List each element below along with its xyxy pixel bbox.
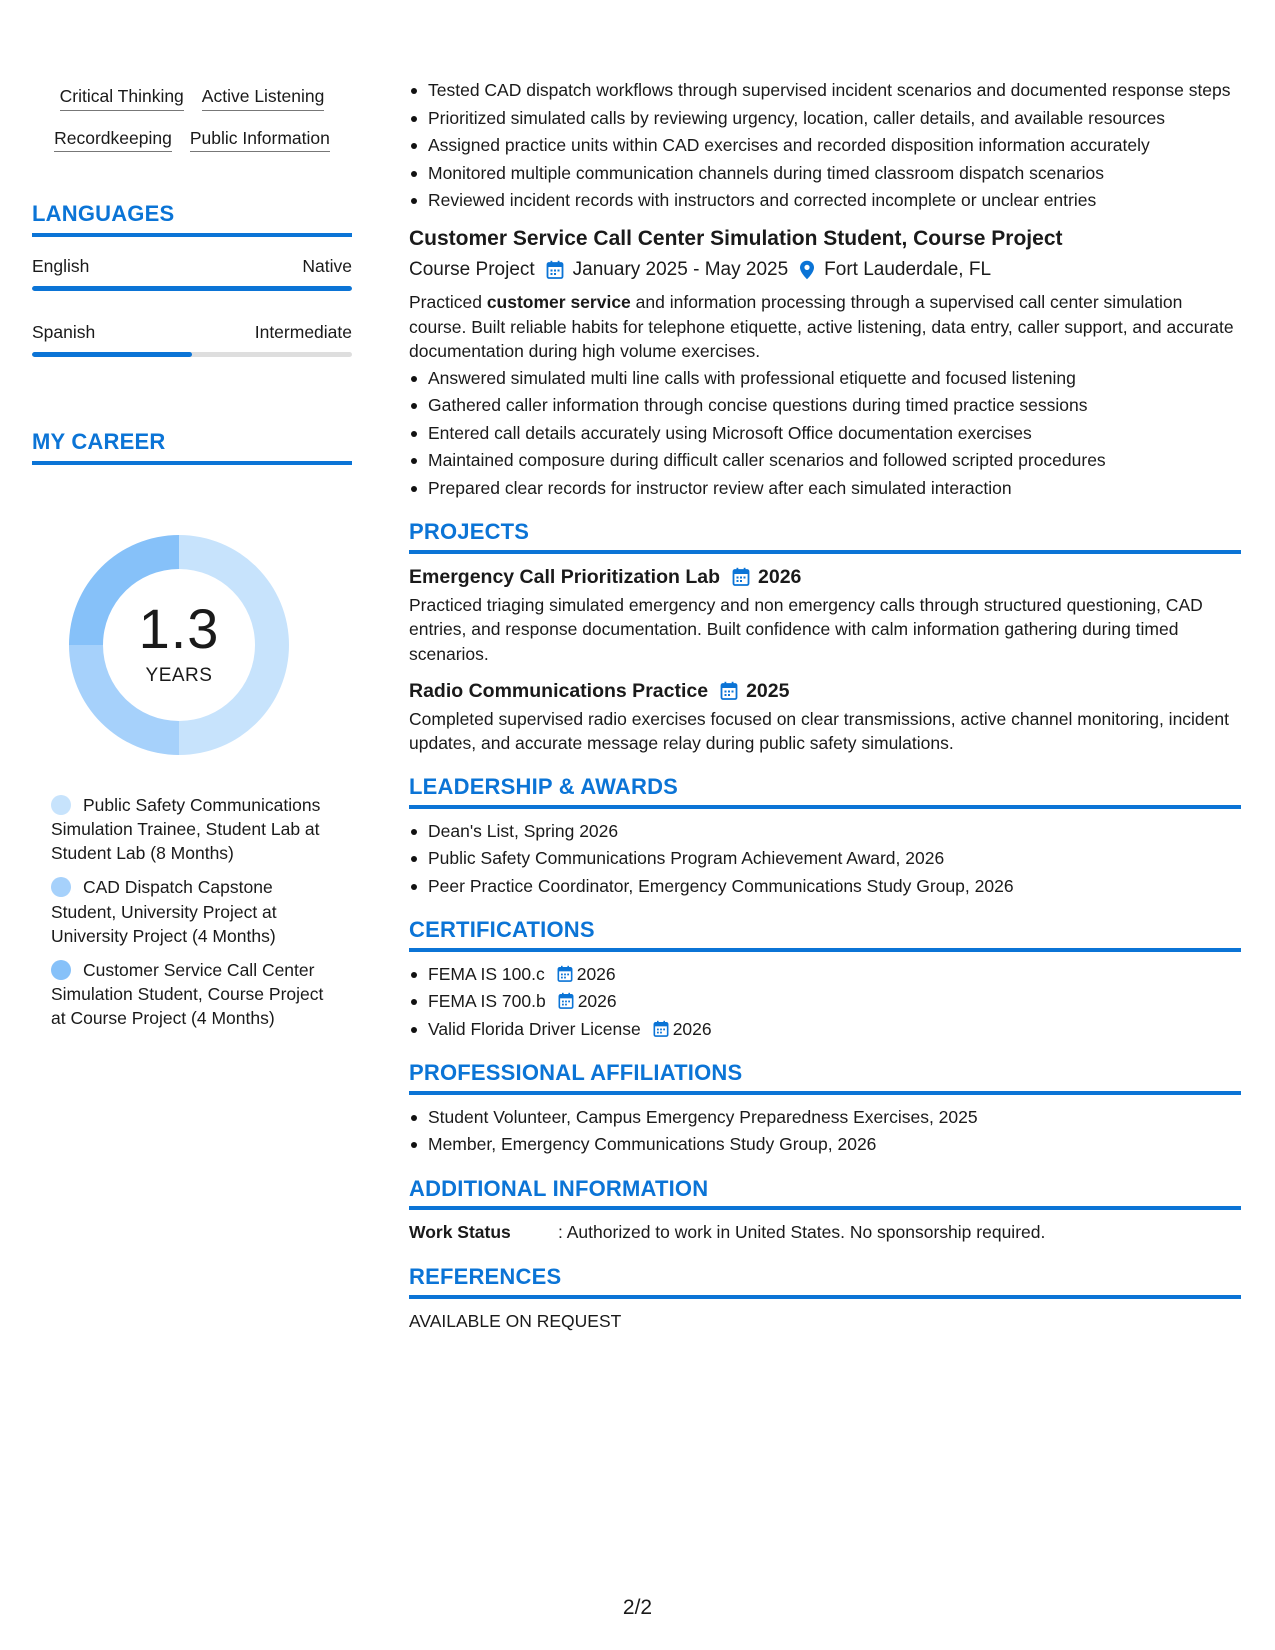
job-summary: Practiced customer service and information processing through a supervised call center simulation course. Built reliable habits for telephone etiquette, active listening, data entry, caller support, and accurate documentation during high volume exercises. [409, 292, 1234, 361]
bullet-item: Assigned practice units within CAD exercises and recorded disposition information accurately [409, 133, 1241, 158]
certification-item [409, 989, 1241, 1014]
legend-dot [51, 960, 71, 980]
certification-name: FEMA IS 700.b [428, 991, 546, 1012]
project-description: Completed supervised radio exercises focused on clear transmissions, active channel monitoring, incident updates, and accurate message relay during public safety simulations. [409, 708, 1229, 754]
certification-year: 2026 [576, 963, 616, 984]
project-title [409, 564, 1241, 590]
language-bar [32, 286, 352, 291]
language-level: Intermediate [254, 322, 352, 342]
language-bar-fill [32, 286, 352, 291]
work-status-row [409, 1220, 1241, 1245]
job-title: Customer Service Call Center Simulation Student, Course Project [409, 226, 1063, 250]
certification-year: 2026 [672, 1018, 712, 1039]
certification-item [409, 962, 1241, 987]
project-title [409, 678, 1241, 704]
skill-tag: Recordkeeping [54, 127, 172, 153]
project-name: Radio Communications Practice [409, 679, 709, 702]
legend-item [51, 875, 341, 947]
project-name: Emergency Call Prioritization Lab [409, 565, 720, 588]
calendar-icon [732, 567, 750, 587]
certification-name: Valid Florida Driver License [428, 1018, 641, 1039]
project-description: Practiced triaging simulated emergency and non emergency calls through structured questioning, CAD entries, and response documentation. Built confidence with calm information gathering during timed scenarios. [409, 595, 1203, 664]
job-meta [409, 257, 1241, 283]
awards-heading: LEADERSHIP & AWARDS [409, 773, 1241, 809]
legend-item [51, 793, 341, 865]
bullet-item: Prepared clear records for instructor review after each simulated interaction [409, 476, 1241, 501]
certification-name: FEMA IS 100.c [428, 963, 545, 984]
job-company: Course Project [409, 258, 535, 280]
project-year: 2025 [746, 679, 790, 702]
calendar-icon [546, 260, 564, 280]
bullet-item: Maintained composure during difficult caller scenarios and followed scripted procedures [409, 448, 1241, 473]
affiliation-item: Student Volunteer, Campus Emergency Preparedness Exercises, 2025 [409, 1105, 1241, 1130]
certification-item [409, 1017, 1241, 1042]
bullet-item: Prioritized simulated calls by reviewing urgency, location, caller details, and available resources [409, 106, 1241, 131]
projects-heading: PROJECTS [409, 518, 1241, 554]
certifications-list [409, 962, 1241, 1042]
career-donut-chart [66, 532, 292, 758]
job-bullets [409, 366, 1241, 501]
certifications-heading: CERTIFICATIONS [409, 916, 1241, 952]
affiliation-item: Member, Emergency Communications Study Group, 2026 [409, 1132, 1241, 1157]
legend-label: Public Safety Communications Simulation Trainee, Student Lab at Student Lab (8 Months) [51, 795, 321, 864]
career-heading: MY CAREER [32, 429, 352, 465]
language-row [32, 320, 352, 345]
language-level: Native [302, 256, 352, 276]
location-pin-icon [799, 260, 815, 280]
certification-year: 2026 [577, 991, 617, 1012]
previous-job-bullets [409, 78, 1241, 213]
job-dates: January 2025 - May 2025 [572, 258, 789, 280]
affiliations-heading: PROFESSIONAL AFFILIATIONS [409, 1059, 1241, 1095]
job-location: Fort Lauderdale, FL [824, 258, 992, 280]
page-number: 2/2 [622, 1596, 653, 1619]
calendar-icon [653, 1020, 669, 1038]
bullet-item: Gathered caller information through concise questions during timed practice sessions [409, 393, 1241, 418]
skill-tag: Critical Thinking [60, 85, 184, 111]
career-total-value: 1.3 [138, 596, 220, 660]
language-bar [32, 352, 352, 357]
legend-dot [51, 877, 71, 897]
affiliations-list [409, 1105, 1241, 1157]
legend-item [51, 958, 341, 1030]
language-name: English [32, 256, 90, 276]
career-legend [51, 793, 341, 1040]
language-row [32, 254, 352, 279]
language-name: Spanish [32, 322, 96, 342]
calendar-icon [557, 965, 573, 983]
career-total-unit: YEARS [145, 664, 213, 686]
bullet-item: Tested CAD dispatch workflows through supervised incident scenarios and documented response steps [409, 78, 1241, 103]
bullet-item: Monitored multiple communication channels during timed classroom dispatch scenarios [409, 161, 1241, 186]
work-status-value: : Authorized to work in United States. No sponsorship required. [558, 1222, 1046, 1243]
language-bar-fill [32, 352, 192, 357]
legend-label: Customer Service Call Center Simulation Student, Course Project at Course Project (4 Months) [51, 959, 324, 1029]
right-column [409, 78, 1241, 1333]
legend-label: CAD Dispatch Capstone Student, University Project at University Project (4 Months) [51, 877, 277, 946]
award-item: Peer Practice Coordinator, Emergency Communications Study Group, 2026 [409, 874, 1241, 899]
calendar-icon [558, 992, 574, 1010]
skill-tag: Active Listening [202, 85, 325, 111]
calendar-icon [720, 681, 738, 701]
additional-info-heading: ADDITIONAL INFORMATION [409, 1175, 1241, 1211]
skills-list [32, 85, 352, 168]
languages-heading: LANGUAGES [32, 201, 352, 237]
award-item: Public Safety Communications Program Achievement Award, 2026 [409, 846, 1241, 871]
references-text: AVAILABLE ON REQUEST [409, 1310, 622, 1331]
award-item: Dean's List, Spring 2026 [409, 819, 1241, 844]
work-status-label: Work Status [409, 1222, 511, 1243]
awards-list [409, 819, 1241, 899]
project-year: 2026 [758, 565, 802, 588]
bullet-item: Reviewed incident records with instructors and corrected incomplete or unclear entries [409, 188, 1241, 213]
bullet-item: Entered call details accurately using Microsoft Office documentation exercises [409, 421, 1241, 446]
references-heading: REFERENCES [409, 1263, 1241, 1299]
legend-dot [51, 795, 71, 815]
bullet-item: Answered simulated multi line calls with professional etiquette and focused listening [409, 366, 1241, 391]
skill-tag: Public Information [190, 127, 330, 153]
